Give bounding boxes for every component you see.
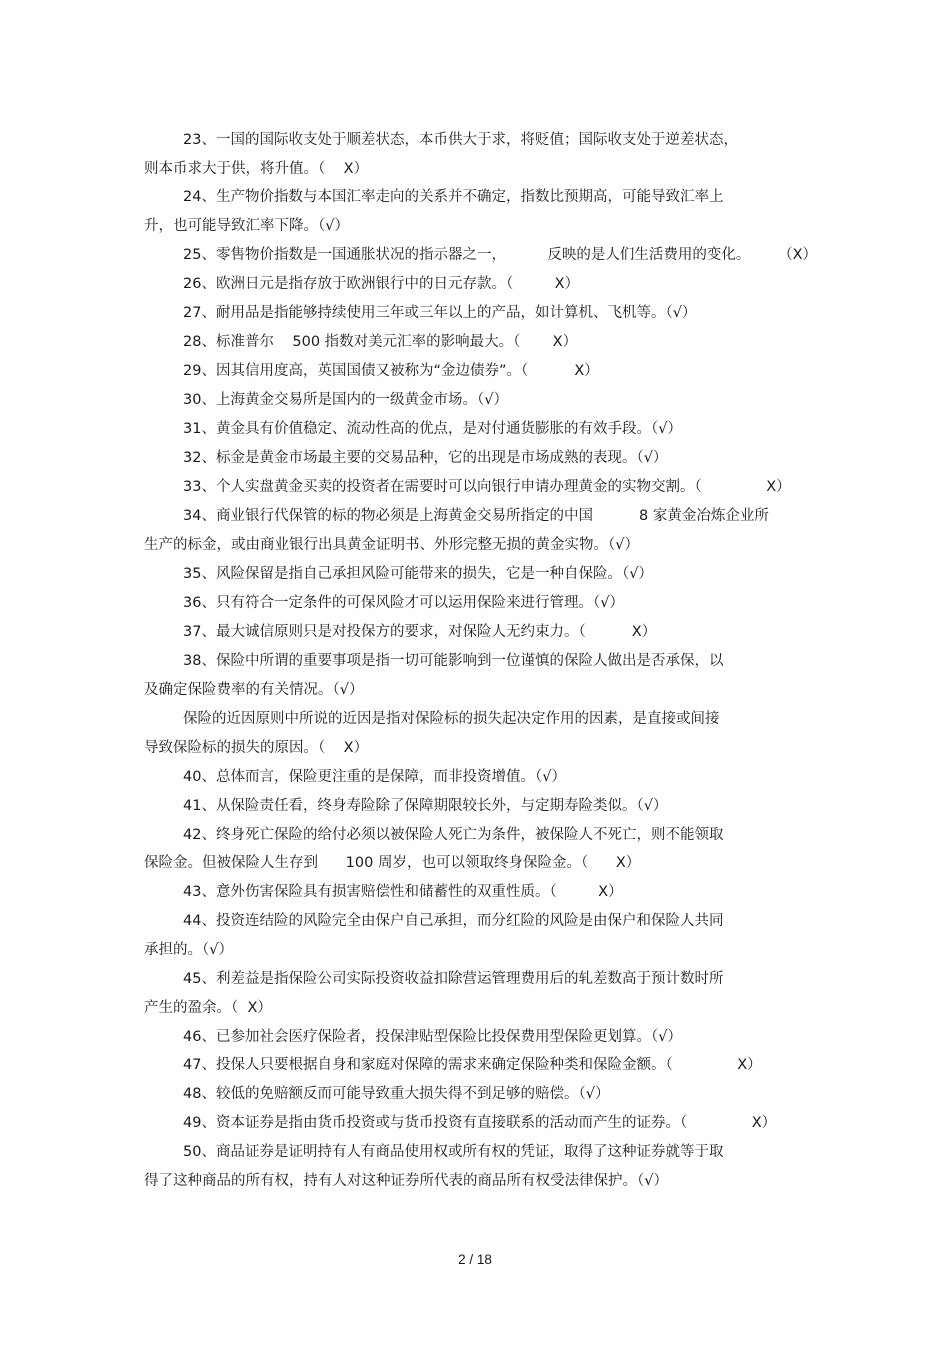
text-line: 36、只有符合一定条件的可保风险才可以运用保险来进行管理。（√）: [183, 595, 624, 611]
text-line: 49、资本证券是指由货币投资或与货币投资有直接联系的活动而产生的证券。（ X）: [183, 1115, 777, 1131]
text-line: 28、标准普尔 500 指数对美元汇率的影响最大。（ X）: [183, 334, 578, 350]
text-line: 37、最大诚信原则只是对投保方的要求，对保险人无约束力。（ X）: [183, 624, 657, 640]
text-line: 41、从保险责任看，终身寿险除了保障期限较长外，与定期寿险类似。（√）: [183, 798, 668, 814]
text-line: 生产的标金，或由商业银行出具黄金证明书、外形完整无损的黄金实物。（√）: [144, 537, 639, 553]
text-line: 25、零售物价指数是一国通胀状况的指示器之一， 反映的是人们生活费用的变化。 （X）: [183, 247, 818, 263]
text-line: 38、保险中所谓的重要事项是指一切可能影响到一位谨慎的保险人做出是否承保，以: [183, 653, 724, 669]
text-line: 升，也可能导致汇率下降。（√）: [144, 218, 349, 234]
text-line: 43、意外伤害保险具有损害赔偿性和储蓄性的双重性质。（ X）: [183, 884, 623, 900]
text-line: 得了这种商品的所有权，持有人对这种证券所代表的商品所有权受法律保护。（√）: [144, 1173, 668, 1189]
text-line: 24、生产物价指数与本国汇率走向的关系并不确定，指数比预期高，可能导致汇率上: [183, 189, 724, 205]
text-line: 46、已参加社会医疗保险者，投保津贴型保险比投保费用型保险更划算。（√）: [183, 1029, 682, 1045]
text-line: 及确定保险费率的有关情况。（√）: [144, 682, 364, 698]
text-line: 26、欧洲日元是指存放于欧洲银行中的日元存款。（ X）: [183, 276, 580, 292]
text-line: 48、较低的免赔额反而可能导致重大损失得不到足够的赔偿。（√）: [183, 1086, 610, 1102]
text-line: 导致保险标的损失的原因。（ X）: [144, 740, 369, 756]
text-line: 33、个人实盘黄金买卖的投资者在需要时可以向银行申请办理黄金的实物交割。（ X）: [183, 479, 791, 495]
text-line: 50、商品证券是证明持有人有商品使用权或所有权的凭证，取得了这种证券就等于取: [183, 1144, 724, 1160]
text-line: 44、投资连结险的风险完全由保户自己承担，而分红险的风险是由保户和保险人共同: [183, 913, 724, 929]
text-line: 31、黄金具有价值稳定、流动性高的优点，是对付通货膨胀的有效手段。（√）: [183, 421, 682, 437]
text-line: 保险金。但被保险人生存到 100 周岁，也可以领取终身保险金。（ X）: [144, 855, 641, 871]
text-line: 29、因其信用度高，英国国债又被称为“金边债券”。（ X）: [183, 363, 599, 379]
text-line: 42、终身死亡保险的给付必须以被保险人死亡为条件，被保险人不死亡，则不能领取: [183, 827, 724, 843]
page-number: 2 / 18: [458, 1252, 492, 1267]
text-line: 34、商业银行代保管的标的物必须是上海黄金交易所指定的中国 8 家黄金冶炼企业所: [183, 508, 769, 524]
text-line: 23、一国的国际收支处于顺差状态，本币供大于求，将贬值；国际收支处于逆差状态，: [183, 132, 738, 148]
text-line: 承担的。（√）: [144, 942, 233, 958]
text-line: 则本币求大于供，将升值。（ X）: [144, 161, 369, 177]
text-line: 32、标金是黄金市场最主要的交易品种，它的出现是市场成熟的表现。（√）: [183, 450, 668, 466]
text-line: 35、风险保留是指自己承担风险可能带来的损失，它是一种自保险。（√）: [183, 566, 653, 582]
text-line: 45、利差益是指保险公司实际投资收益扣除营运管理费用后的轧差数高于预计数时所: [183, 971, 724, 987]
text-line: 47、投保人只要根据自身和家庭对保障的需求来确定保险种类和保险金额。（ X）: [183, 1057, 762, 1073]
text-line: 产生的盈余。（ X）: [144, 1000, 272, 1016]
text-line: 27、耐用品是指能够持续使用三年或三年以上的产品，如计算机、飞机等。（√）: [183, 305, 697, 321]
text-line: 40、总体而言，保险更注重的是保障，而非投资增值。（√）: [183, 769, 566, 785]
text-line: 保险的近因原则中所说的近因是指对保险标的损失起决定作用的因素，是直接或间接: [183, 711, 720, 727]
text-line: 30、上海黄金交易所是国内的一级黄金市场。（√）: [183, 392, 508, 408]
